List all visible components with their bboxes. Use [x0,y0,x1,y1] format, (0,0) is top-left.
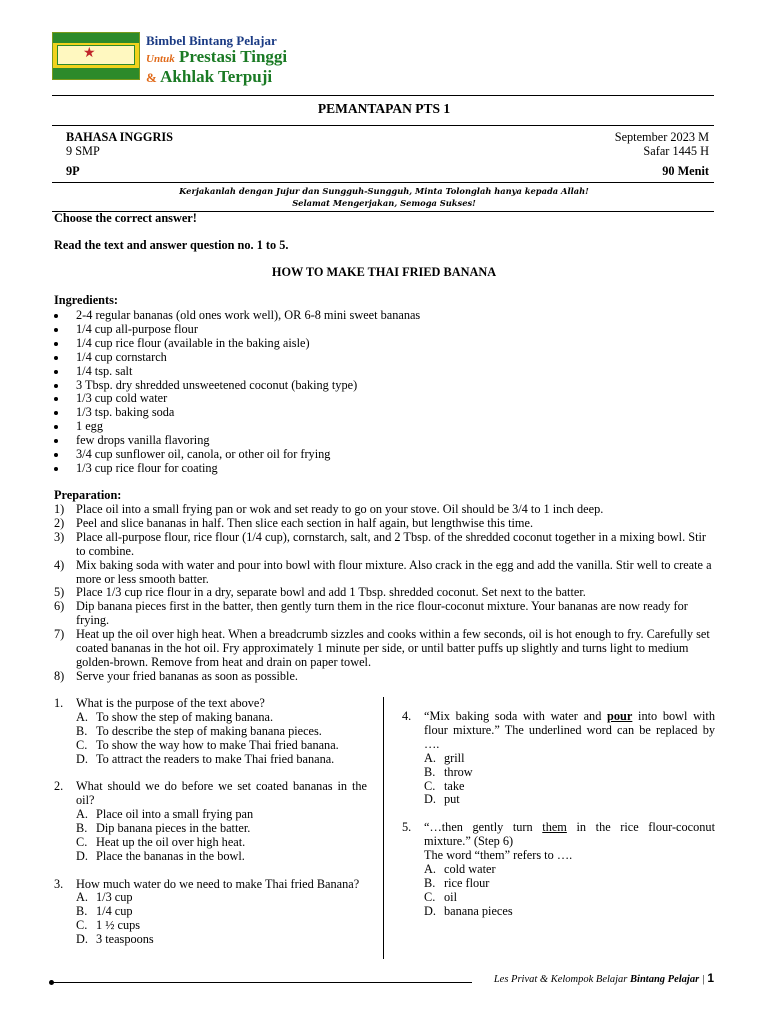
option-b[interactable]: B. 1/4 cup [76,904,133,919]
list-item: 3/4 cup sunflower oil, canola, or other oil for frying [54,448,420,462]
list-item: 1 egg [54,420,420,434]
step-item: 8) Serve your fried bananas as soon as possible. [54,668,298,683]
ingredients-label: Ingredients: [54,293,118,307]
bimbel-logo [52,32,140,80]
subject: BAHASA INGGRIS [66,130,173,144]
step-item: 5) Place 1/3 cup rice flour in a dry, separate bowl and add 1 Tbsp. shredded coconut. Set next to the batter. [54,585,586,600]
reading-instruction: Read the text and answer question no. 1 to 5. [54,238,289,252]
option-a[interactable]: A. To show the step of making banana. [76,709,274,724]
option-b[interactable]: B. throw [424,764,473,779]
list-item: few drops vanilla flavoring [54,434,420,448]
option-b[interactable]: B. Dip banana pieces in the batter. [76,821,251,836]
column-divider [383,697,384,959]
step-item: 4) Mix baking soda with water and pour into bowl with flour mixture. Also crack in the egg and add the vanilla. Stir well to create a more or less smooth batter. [54,557,712,586]
class-code: 9P [66,164,80,178]
footer [494,972,714,987]
list-item: 1/4 cup cornstarch [54,351,420,365]
brand-tagline-2: & Akhlak Terpuji [146,67,273,86]
step-item: 1) Place oil into a small frying pan or wok and set ready to go on your stove. Oil should be 3/4 to 1 inch deep. [54,502,604,516]
list-item: 3 Tbsp. dry shredded unsweetened coconut (baking type) [54,379,420,393]
motto-2: Selamat Mengerjakan, Semoga Sukses! [292,198,476,208]
question-stem-2: The word “them” refers to …. [424,847,573,862]
option-b[interactable]: B. rice flour [424,875,490,890]
list-item: 1/3 tsp. baking soda [54,406,420,420]
footer-rule [52,982,472,983]
list-item: 2-4 regular bananas (old ones work well), OR 6-8 mini sweet bananas [54,309,420,323]
divider [52,182,714,183]
step-item: 3) Place all-purpose flour, rice flour (1/4 cup), cornstarch, salt, and 2 Tbsp. of the shredded coconut together in a mixing bowl. Stir to combine. [54,529,707,558]
underlined-word: pour [607,709,633,723]
text-title: HOW TO MAKE THAI FRIED BANANA [271,265,497,279]
option-a[interactable]: A. Place oil into a small frying pan [76,807,254,822]
question-4: 4. “Mix baking soda with water and pour into bowl with flour mixture.” The underlined word can be replaced by …. A. grill B. throw C. take D. put [402,709,716,807]
list-item: 1/4 cup rice flour (available in the baking aisle) [54,337,420,351]
page-title: PEMANTAPAN PTS 1 [317,101,451,116]
preparation-label: Preparation: [54,488,122,502]
option-d[interactable]: D. To attract the readers to make Thai fried banana. [76,751,335,766]
footer-separator: | [701,974,705,985]
question-stem: How much water do we need to make Thai fried Banana? [76,876,360,891]
option-c[interactable]: C. take [424,778,465,793]
option-a[interactable]: A. cold water [424,861,496,876]
list-item: 1/3 cup rice flour for coating [54,462,420,476]
brand-block [146,34,287,87]
duration: 90 Menit [662,164,709,178]
instruction: Choose the correct answer! [54,211,197,225]
ingredients-list [54,309,420,476]
star-icon: ★ [83,46,96,61]
question-stem: What is the purpose of the text above? [76,696,265,710]
option-c[interactable]: C. Heat up the oil over high heat. [76,834,246,849]
option-d[interactable]: D. banana pieces [424,903,513,918]
list-item: 1/4 tsp. salt [54,365,420,379]
divider [52,125,714,126]
motto: Kerjakanlah dengan Jujur dan Sungguh-Sungguh, Minta Tolonglah hanya kepada Allah! [179,186,589,196]
questions-right-column [402,710,715,932]
option-a[interactable]: A. 1/3 cup [76,890,133,905]
option-d[interactable]: D. Place the bananas in the bowl. [76,848,245,863]
question-2: 2. What should we do before we set coated bananas in the oil? A. Place oil into a small frying pan B. Dip banana pieces in the batter. C. Heat up the oil over high heat. D. Place the bananas in the bowl. [54,779,367,863]
date-hijri: Safar 1445 H [643,144,709,158]
option-b[interactable]: B. To describe the step of making banana pieces. [76,723,322,738]
brand-tagline-1: Untuk Prestasi Tinggi [146,47,288,66]
preparation-steps [54,503,716,684]
question-1: 1. What is the purpose of the text above? A. To show the step of making banana. B. To describe the step of making banana pieces. C. To show the way how to make Thai fried banana. D. To attract the readers to make Thai fried banana. [54,697,367,767]
question-5: 5. “…then gently turn them in the rice flour-coconut mixture.” (Step 6) The word “them” refers to …. A. cold water B. rice flour C. oil D. banana pieces [402,820,715,918]
grade: 9 SMP [66,144,100,158]
question-stem: What should we do before we set coated bananas in the oil? [76,779,367,808]
option-c[interactable]: C. To show the way how to make Thai fried banana. [76,737,339,752]
list-item: 1/3 cup cold water [54,392,420,406]
underlined-word: them [542,820,567,835]
option-c[interactable]: C. 1 ½ cups [76,918,141,933]
step-item: 2) Peel and slice bananas in half. Then slice each section in half again, but lengthwise this time. [54,515,534,530]
brand-name: Bimbel Bintang Pelajar [146,33,277,48]
date-gregorian: September 2023 M [614,130,709,144]
step-item: 7) Heat up the oil over high heat. When a breadcrumb sizzles and cooks within a few seconds, oil is hot enough to fry. Carefully set coated bananas in the hot oil. Fry approximately 1 minute per side, or until batter puffs up slightly and turns light to medium golden-brown. Remove from heat and drain on paper towel. [54,627,710,669]
questions-left-column [54,697,367,961]
question-3: 3. How much water do we need to make Thai fried Banana? A. 1/3 cup B. 1/4 cup C. 1 ½ cups D. 3 teaspoons [54,878,367,948]
question-stem: “Mix baking soda with water and pour into bowl with flour mixture.” The underlined word can be replaced by …. [424,709,716,751]
footer-text: Les Privat & Kelompok Belajar [493,974,631,985]
option-c[interactable]: C. oil [424,889,457,904]
footer-brand: Bintang Pelajar [630,974,700,985]
page-number: 1 [707,971,714,985]
option-d[interactable]: D. 3 teaspoons [76,932,154,947]
question-stem: “…then gently turn them in the rice flour-coconut mixture.” (Step 6) [424,820,715,849]
option-a[interactable]: A. grill [424,750,465,765]
divider [52,95,714,96]
step-item: 6) Dip banana pieces first in the batter, then gently turn them in the rice flour-coconut mixture. Your bananas are now ready for frying. [54,599,688,628]
option-d[interactable]: D. put [424,792,460,807]
list-item: 1/4 cup all-purpose flour [54,323,420,337]
